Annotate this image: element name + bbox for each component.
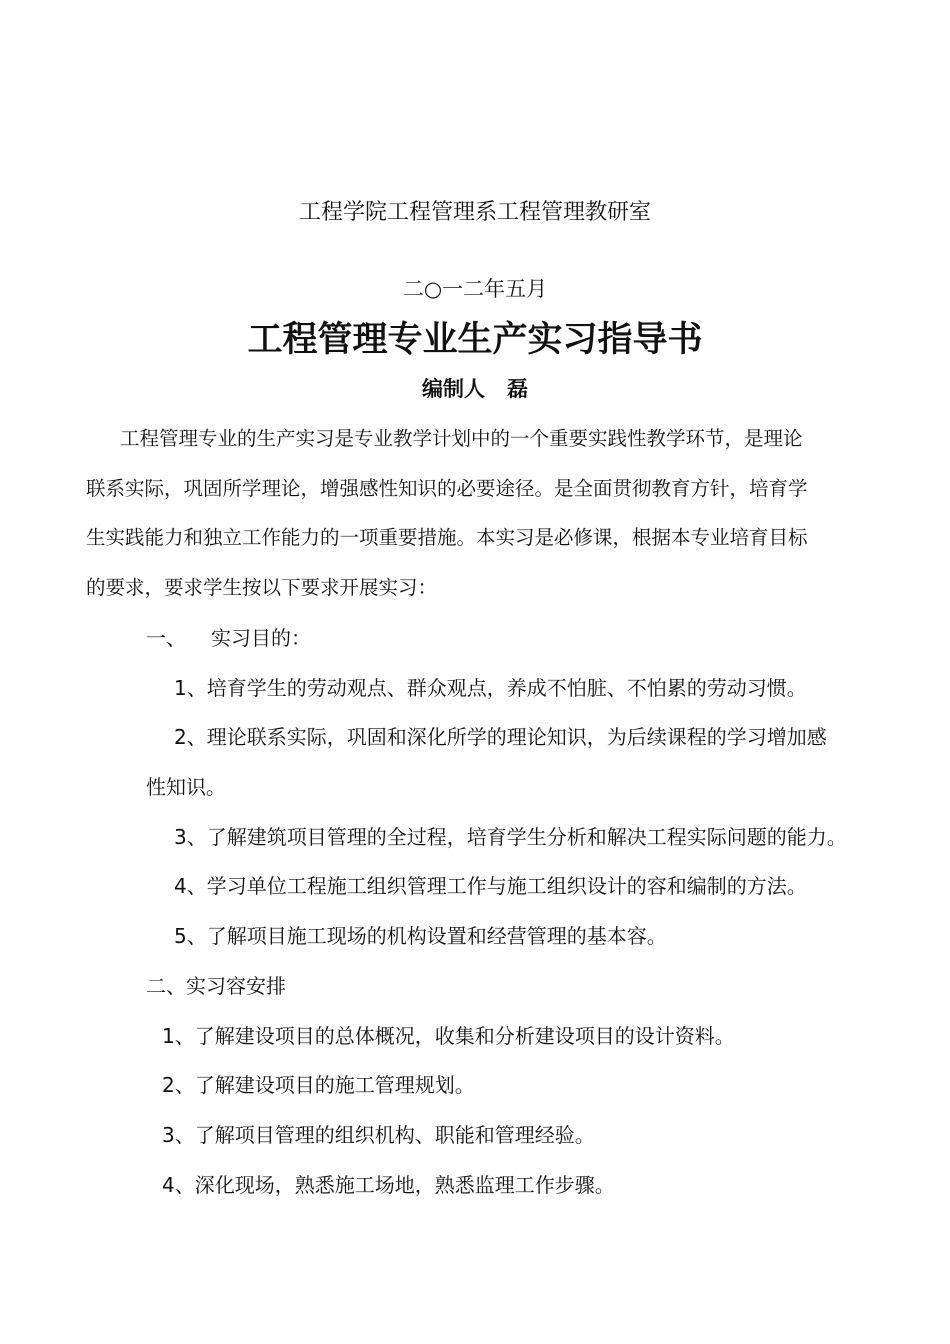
list-item: 3、了解项目管理的组织机构、职能和管理经验。 bbox=[162, 1123, 595, 1147]
department-heading: 工程学院工程管理系工程管理教研室 bbox=[298, 200, 651, 225]
list-item: 5、了解项目施工现场的机构设置和经营管理的基本容。 bbox=[174, 924, 667, 948]
list-item: 3、了解建筑项目管理的全过程，培育学生分析和解决工程实际问题的能力。 bbox=[174, 825, 847, 849]
section-title: 实习目的： bbox=[211, 626, 311, 650]
author-line: 编制人 磊 bbox=[422, 377, 528, 401]
list-item: 4、学习单位工程施工组织管理工作与施工组织设计的容和编制的方法。 bbox=[174, 874, 807, 898]
document-title: 工程管理专业生产实习指导书 bbox=[247, 320, 703, 360]
list-item: 2、理论联系实际，巩固和深化所学的理论知识，为后续课程的学习增加感 bbox=[174, 725, 827, 749]
list-item-continuation: 性知识。 bbox=[146, 775, 226, 799]
section-title: 二、实习容安排 bbox=[146, 974, 286, 998]
list-item: 1、培育学生的劳动观点、群众观点，养成不怕脏、不怕累的劳动习惯。 bbox=[174, 676, 807, 700]
intro-line: 工程管理专业的生产实习是专业教学计划中的一个重要实践性教学环节，是理论 bbox=[120, 427, 803, 450]
intro-line: 生实践能力和独立工作能力的一项重要措施。本实习是必修课，根据本专业培育目标 bbox=[86, 526, 808, 549]
section-number: 一、 bbox=[146, 626, 186, 650]
list-item: 4、深化现场，熟悉施工场地，熟悉监理工作步骤。 bbox=[162, 1173, 615, 1197]
intro-line: 的要求，要求学生按以下要求开展实习： bbox=[86, 576, 438, 599]
list-item: 2、了解建设项目的施工管理规划。 bbox=[162, 1073, 475, 1097]
document-date: 二○一二年五月 bbox=[402, 277, 548, 301]
intro-line: 联系实际，巩固所学理论，增强感性知识的必要途径。是全面贯彻教育方针，培育学 bbox=[86, 477, 808, 500]
list-item: 1、了解建设项目的总体概况，收集和分析建设项目的设计资料。 bbox=[162, 1024, 735, 1048]
